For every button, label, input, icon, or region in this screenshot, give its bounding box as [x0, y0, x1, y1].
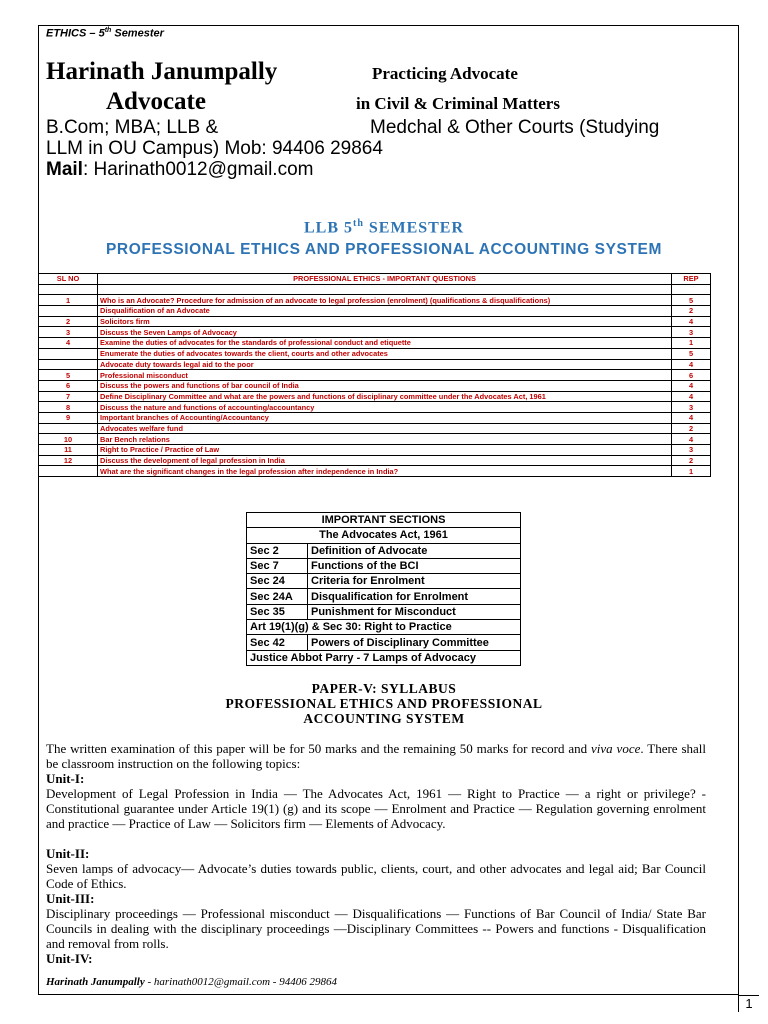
footer: Harinath Janumpally - harinath0012@gmail.com - 94406 29864: [46, 976, 337, 988]
section-description: Punishment for Misconduct: [308, 604, 521, 619]
question-text: What are the significant changes in the legal profession after independence in India?: [98, 466, 672, 477]
question-rep: 4: [672, 359, 711, 370]
question-sl: 11: [39, 445, 98, 456]
question-text: Examine the duties of advocates for the standards of professional conduct and etiquette: [98, 338, 672, 349]
syllabus-heading-1: PAPER-V: SYLLABUS: [311, 681, 457, 696]
question-sl: [39, 423, 98, 434]
question-text: Enumerate the duties of advocates towards the client, courts and other advocates: [98, 348, 672, 359]
question-text: Define Disciplinary Committee and what are the powers and functions of disciplinary committee under the Advocates Act, 1961: [98, 391, 672, 402]
question-rep: 2: [672, 306, 711, 317]
section-number: Sec 35: [247, 604, 308, 619]
table-row: [39, 348, 711, 359]
sections-title-row: [247, 513, 521, 528]
question-sl: 5: [39, 370, 98, 381]
questions-table: [38, 273, 711, 477]
unit-4-label: Unit-IV:: [46, 951, 93, 966]
table-row: [39, 359, 711, 370]
question-rep: 2: [672, 423, 711, 434]
unit-3-text: Disciplinary proceedings — Professional misconduct — Disqualifications — Functions of Bar Council of India/ State Bar Councils in dealing with the disciplinary proceedings —Disciplinary Committees -- Powers and functions - Disqualification and removal from rolls.: [46, 906, 706, 951]
section-abbot-parry: Justice Abbot Parry - 7 Lamps of Advocacy: [247, 650, 521, 665]
question-text: Discuss the Seven Lamps of Advocacy: [98, 327, 672, 338]
question-sl: 6: [39, 380, 98, 391]
table-row: [39, 423, 711, 434]
question-text: Advocate duty towards legal aid to the poor: [98, 359, 672, 370]
syllabus-heading-2: PROFESSIONAL ETHICS AND PROFESSIONAL: [225, 696, 543, 711]
question-text: Bar Bench relations: [98, 434, 672, 445]
unit-1-label: Unit-I:: [46, 771, 85, 786]
table-row: [39, 306, 711, 317]
table-row: [39, 316, 711, 327]
section-description: Disqualification for Enrolment: [308, 589, 521, 604]
unit-2-text: Seven lamps of advocacy— Advocate’s duties towards public, clients, court, and other advocates and legal aid; Bar Council Code of Ethics.: [46, 861, 706, 891]
table-row: [39, 327, 711, 338]
syllabus-intro: The written examination of this paper will be for 50 marks and the remaining 50 marks for record and viva voce. There shall be classroom instruction on the following topics:: [46, 741, 706, 771]
table-row: [247, 558, 521, 573]
question-text: Disqualification of an Advocate: [98, 306, 672, 317]
sections-table: [246, 512, 521, 666]
author-title: Advocate: [106, 88, 206, 115]
author-practicing: Practicing Advocate: [372, 64, 518, 83]
table-row: [39, 455, 711, 466]
section-description: Definition of Advocate: [308, 543, 521, 558]
table-row: [39, 466, 711, 477]
table-row: [39, 284, 711, 295]
question-rep: 1: [672, 338, 711, 349]
question-text: Discuss the nature and functions of accounting/accountancy: [98, 402, 672, 413]
question-text: [98, 284, 672, 295]
question-rep: 3: [672, 445, 711, 456]
unit-2-label: Unit-II:: [46, 846, 90, 861]
question-sl: 2: [39, 316, 98, 327]
running-header: ETHICS – 5th Semester: [46, 27, 164, 40]
table-row: [247, 635, 521, 650]
sections-act: The Advocates Act, 1961: [247, 528, 521, 543]
table-row: [247, 604, 521, 619]
question-rep: 2: [672, 455, 711, 466]
question-rep: 6: [672, 370, 711, 381]
question-sl: 1: [39, 295, 98, 306]
section-description: Functions of the BCI: [308, 558, 521, 573]
question-sl: [39, 306, 98, 317]
table-row: [39, 445, 711, 456]
question-sl: 4: [39, 338, 98, 349]
question-sl: 10: [39, 434, 98, 445]
section-number: Sec 24A: [247, 589, 308, 604]
header-rep: REP: [672, 274, 711, 285]
question-text: Discuss the powers and functions of bar council of India: [98, 380, 672, 391]
question-rep: 4: [672, 434, 711, 445]
question-sl: [39, 348, 98, 359]
sections-title: IMPORTANT SECTIONS: [247, 513, 521, 528]
question-rep: 5: [672, 295, 711, 306]
table-row: [247, 650, 521, 665]
table-row: [39, 295, 711, 306]
table-row: [39, 402, 711, 413]
question-sl: 7: [39, 391, 98, 402]
question-sl: [39, 359, 98, 370]
author-name: Harinath Janumpally: [46, 58, 278, 85]
question-rep: [672, 284, 711, 295]
question-text: Professional misconduct: [98, 370, 672, 381]
question-sl: [39, 466, 98, 477]
question-sl: [39, 284, 98, 295]
questions-header-row: [39, 274, 711, 285]
question-rep: 4: [672, 316, 711, 327]
section-description: Powers of Disciplinary Committee: [308, 635, 521, 650]
question-text: Solicitors firm: [98, 316, 672, 327]
syllabus-heading-3: ACCOUNTING SYSTEM: [303, 711, 465, 726]
page-number: 1: [738, 995, 759, 1012]
question-sl: 12: [39, 455, 98, 466]
table-row: [247, 589, 521, 604]
section-number: Sec 42: [247, 635, 308, 650]
author-matters: in Civil & Criminal Matters: [356, 94, 560, 113]
author-mail: Mail: Harinath0012@gmail.com: [46, 159, 314, 180]
question-rep: 4: [672, 380, 711, 391]
table-row: [39, 380, 711, 391]
table-row: [39, 412, 711, 423]
paper-title: PROFESSIONAL ETHICS AND PROFESSIONAL ACCOUNTING SYSTEM: [105, 241, 662, 258]
section-number: Sec 24: [247, 574, 308, 589]
section-art-19: Art 19(1)(g) & Sec 30: Right to Practice: [247, 620, 521, 635]
section-number: Sec 7: [247, 558, 308, 573]
question-rep: 4: [672, 391, 711, 402]
table-row: [247, 620, 521, 635]
question-rep: 3: [672, 402, 711, 413]
table-row: [39, 370, 711, 381]
unit-1-text: Development of Legal Profession in India — The Advocates Act, 1961 — Right to Practice — a right or privilege? - Constitutional guarantee under Article 19(1) (g) and its scope — Enrolment and Practice — Regulation governing enrolment and practice — Practice of Law — Solicitors firm — Elements of Advocacy.: [46, 786, 706, 831]
semester-heading: LLB 5th SEMESTER: [303, 218, 465, 237]
header-sl-no: SL NO: [39, 274, 98, 285]
table-row: [247, 543, 521, 558]
question-rep: 4: [672, 412, 711, 423]
question-rep: 3: [672, 327, 711, 338]
table-row: [39, 434, 711, 445]
question-text: Important branches of Accounting/Accountancy: [98, 412, 672, 423]
question-sl: 8: [39, 402, 98, 413]
section-number: Sec 2: [247, 543, 308, 558]
table-row: [39, 338, 711, 349]
author-courts: Medchal & Other Courts (Studying: [370, 117, 660, 138]
question-text: Right to Practice / Practice of Law: [98, 445, 672, 456]
author-llm-mobile: LLM in OU Campus) Mob: 94406 29864: [46, 138, 383, 159]
sections-act-row: [247, 528, 521, 543]
question-sl: 9: [39, 412, 98, 423]
table-row: [39, 391, 711, 402]
header-questions: PROFESSIONAL ETHICS - IMPORTANT QUESTIONS: [98, 274, 672, 285]
question-rep: 5: [672, 348, 711, 359]
table-row: [247, 574, 521, 589]
unit-3-label: Unit-III:: [46, 891, 95, 906]
author-degrees: B.Com; MBA; LLB &: [46, 117, 219, 138]
question-sl: 3: [39, 327, 98, 338]
question-text: Advocates welfare fund: [98, 423, 672, 434]
section-description: Criteria for Enrolment: [308, 574, 521, 589]
question-text: Discuss the development of legal profession in India: [98, 455, 672, 466]
question-rep: 1: [672, 466, 711, 477]
question-text: Who is an Advocate? Procedure for admission of an advocate to legal profession (enrolment) (qualifications & disqualifications): [98, 295, 672, 306]
